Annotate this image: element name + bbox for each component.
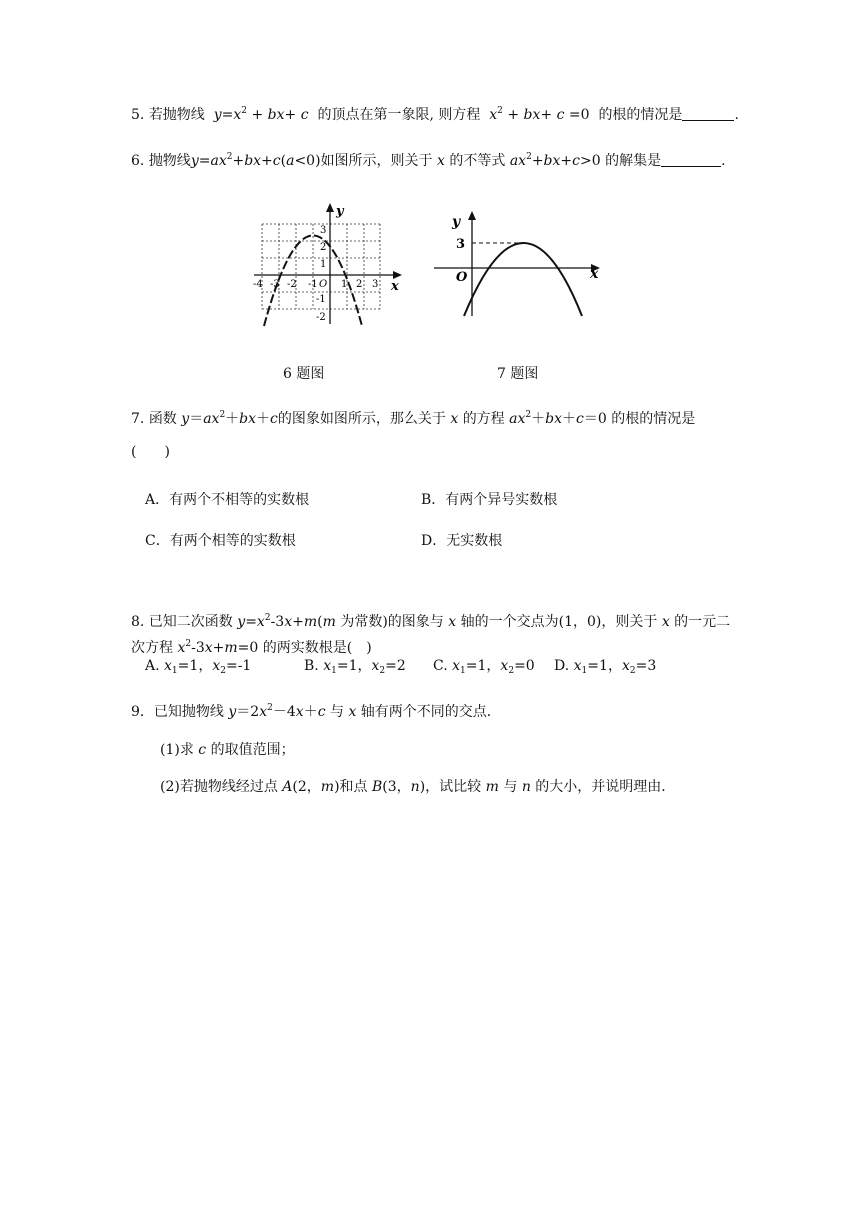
q7-option-d: D．无实数根 xyxy=(421,533,503,549)
question-8-line-1: 8. 已知二次函数 $y=x^2-3x+m(m$ 为常数)的图象与 x 轴的一个交点为(1，0)，则关于 x 的一元二 xyxy=(131,613,731,630)
y-tick-label: 1 xyxy=(320,259,327,270)
y-tick-label: -2 xyxy=(316,312,326,323)
y-tick-label: -1 xyxy=(316,294,326,305)
x-tick-label: -1 xyxy=(308,279,318,290)
y-axis-label: y xyxy=(336,204,344,219)
y-axis-label: y xyxy=(452,214,461,230)
figure-7-caption: 7 题图 xyxy=(497,366,539,382)
parabola-curve xyxy=(464,243,582,316)
x-tick-label: -4 xyxy=(253,279,263,290)
y-tick-label: 3 xyxy=(320,225,327,236)
q5-expr-1: $y=x^2 + bx+ c$ xyxy=(213,106,309,123)
answer-blank xyxy=(682,106,734,121)
y-tick-label: 2 xyxy=(320,242,327,253)
q8-option-c: C. $x_1=1$，$x_2=0$ xyxy=(433,658,535,676)
origin-label: O xyxy=(456,270,468,285)
question-9: 9．已知抛物线 $y=2x^2-4x+c$ 与 x 轴有两个不同的交点． xyxy=(131,703,501,720)
x-tick-label: -3 xyxy=(270,279,280,290)
figure-6-graph xyxy=(252,200,412,330)
q7-option-b: B．有两个异号实数根 xyxy=(421,492,558,508)
q6-expr-2: $ax^2+bx+c>0$ xyxy=(509,152,601,169)
q8-option-d: D. $x_1=1$，$x_2=3$ xyxy=(554,658,657,676)
q8-expr-2: $x^2-3x+m=0$ xyxy=(177,639,259,656)
q9-expr-1: $y=2x^2-4x+c$ xyxy=(228,703,326,720)
q8-option-b: B. $x_1=1$，$x_2=2$ xyxy=(304,658,406,676)
question-6: 6. 抛物线$y=ax^2+bx+c(a<0)$如图所示，则关于 x 的不等式 $ax^2+bx+c>0$ 的解集是 . xyxy=(131,152,726,169)
question-8-line-2: 次方程 $x^2-3x+m=0$ 的两实数根是( ) xyxy=(131,639,372,656)
question-5: 5. 若抛物线 $y=x^2 + bx+ c$ 的顶点在第一象限, 则方程 $x^2 + bx+ c =0$ 的根的情况是 . xyxy=(131,106,739,123)
q7-expr-2: $ax^2+bx+c=0$ xyxy=(509,410,607,427)
x-tick-label: O xyxy=(319,279,328,290)
question-7-paren: ( ) xyxy=(131,444,170,460)
x-tick-label: 1 xyxy=(341,279,348,290)
q5-expr-2: $x^2 + bx+ c =0$ xyxy=(489,106,590,123)
x-tick-label: -2 xyxy=(287,279,297,290)
q6-expr-1: $y=ax^2+bx+c(a<0)$ xyxy=(190,152,321,169)
q7-expr-1: $y=ax^2+bx+c$ xyxy=(181,410,278,427)
x-tick-label: 3 xyxy=(372,279,379,290)
question-9-part-1: (1)求 c 的取值范围； xyxy=(160,742,295,758)
y-axis-arrow-icon xyxy=(326,203,334,212)
x-axis-arrow-icon xyxy=(393,271,402,279)
x-axis-label: x xyxy=(590,266,599,282)
figure-7-graph xyxy=(432,208,608,320)
y-axis-arrow-icon xyxy=(468,211,476,220)
q7-option-a: A．有两个不相等的实数根 xyxy=(145,492,310,508)
q8-option-a: A. $x_1=1$，$x_2=-1$ xyxy=(145,658,252,676)
vertex-y-label: 3 xyxy=(456,237,466,252)
answer-blank xyxy=(661,152,721,167)
x-tick-label: 2 xyxy=(356,279,363,290)
question-7: 7. 函数 $y=ax^2+bx+c$的图象如图所示，那么关于 x 的方程 $ax^2+bx+c=0$ 的根的情况是 xyxy=(131,410,696,427)
x-axis-label: x xyxy=(391,279,399,294)
figure-6-caption: 6 题图 xyxy=(283,366,325,382)
q7-option-c: C．有两个相等的实数根 xyxy=(145,533,296,549)
q8-expr-1: $y=x^2-3x+m(m$ xyxy=(237,613,336,630)
question-9-part-2: (2)若抛物线经过点 A(2，m)和点 B(3，n)，试比较 m 与 n 的大小，并说明理由． xyxy=(160,779,676,795)
